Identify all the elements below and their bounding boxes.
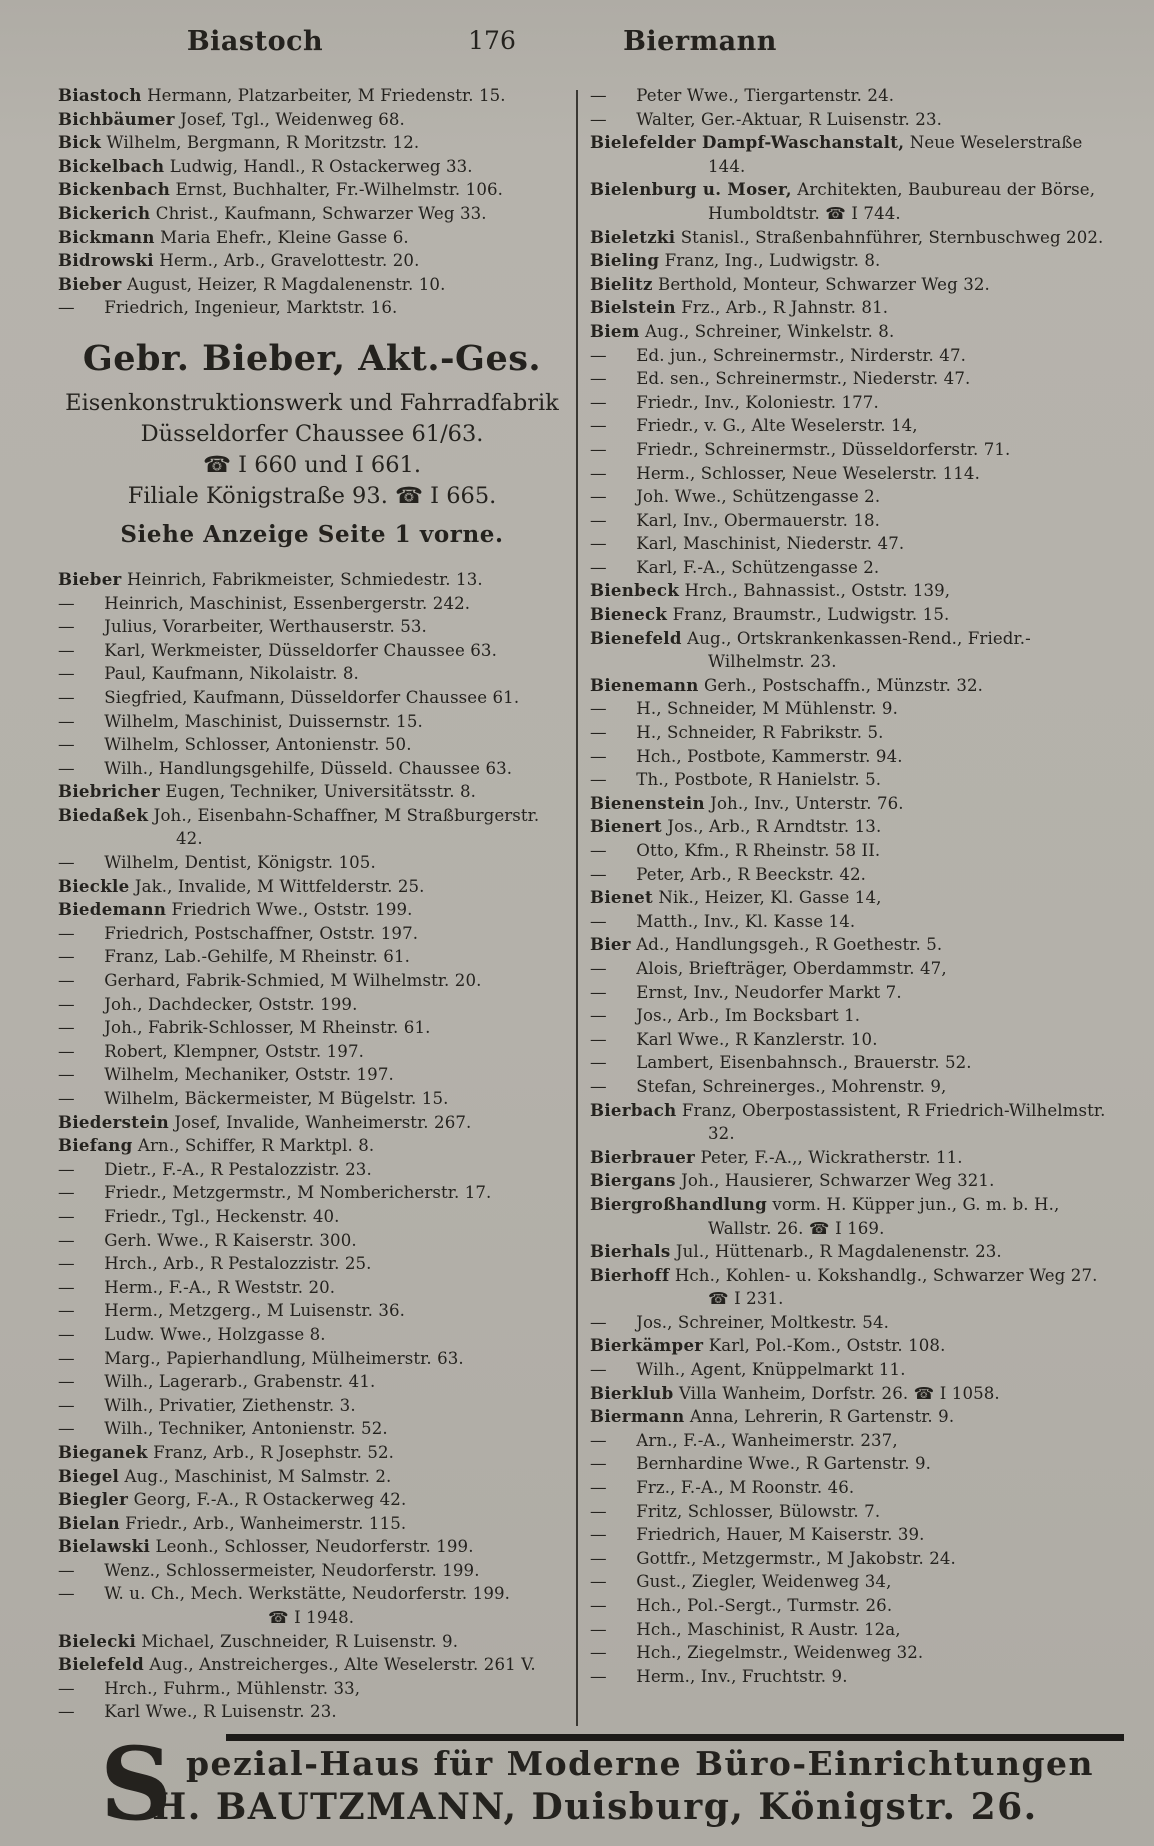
directory-entry: — Dietr., F.-A., R Pestalozzistr. 23. [58,1159,372,1179]
directory-entry: — Friedr., v. G., Alte Weselerstr. 14, [590,416,918,436]
ditto-dash: — [590,557,607,577]
directory-entry: — Friedrich, Hauer, M Kaiserstr. 39. [590,1525,925,1545]
directory-entry: — Julius, Vorarbeiter, Werthauserstr. 53. [58,617,427,637]
entries [590,84,1108,1688]
surname: Bieganek [58,1441,148,1462]
directory-entry: Bichbäumer Josef, Tgl., Weidenweg 68. [58,108,405,129]
directory-entry: Biergans Joh., Hausierer, Schwarzer Weg 321. [590,1170,995,1191]
directory-entry: Bierklub Villa Wanheim, Dorfstr. 26. ☎ I 1058. [590,1382,1000,1403]
surname: Bieckle [58,875,130,896]
directory-entry: Bier Ad., Handlungsgeh., R Goethestr. 5. [590,934,943,955]
directory-entry: — Siegfried, Kaufmann, Düsseldorfer Chaussee 61. [58,687,520,707]
directory-entry: — Stefan, Schreinerges., Mohrenstr. 9, [590,1076,947,1096]
directory-entry: — Robert, Klempner, Oststr. 197. [58,1041,364,1061]
left-column [58,84,566,1730]
ditto-dash: — [58,711,75,731]
ditto-dash: — [590,864,607,884]
ditto-dash: — [590,958,607,978]
surname: Biergroßhandlung [590,1193,767,1214]
directory-entry: Bienert Jos., Arb., R Arndtstr. 13. [590,816,882,837]
ditto-dash: — [58,1089,75,1108]
directory-entry: — Franz, Lab.-Gehilfe, M Rheinstr. 61. [58,947,410,967]
directory-entry: — Herm., Metzgerg., M Luisenstr. 36. [58,1301,406,1321]
surname: Bierbach [590,1099,677,1120]
directory-entry: Bienet Nik., Heizer, Kl. Gasse 14, [590,887,882,908]
ditto-dash: — [590,534,607,554]
surname: Bickerich [58,202,151,223]
directory-entry: — Friedrich, Ingenieur, Marktstr. 16. [58,298,398,318]
directory-entry: — Joh., Fabrik-Schlosser, M Rheinstr. 61. [58,1018,431,1038]
directory-entry: — Wenz., Schlossermeister, Neudorferstr. 199. [58,1560,480,1580]
directory-entry: — Lambert, Eisenbahnsch., Brauerstr. 52. [590,1053,972,1073]
surname: Bier [590,934,631,955]
directory-entry: Bielenburg u. Moser, Architekten, Baubureau der Börse, Humboldtstr. ☎ I 744. [590,179,1096,223]
surname: Biergans [590,1170,676,1191]
directory-entry: — Hch., Postbote, Kammerstr. 94. [590,746,903,766]
surname: Bierhoff [590,1264,670,1285]
surname: Bierbrauer [590,1146,696,1167]
ditto-dash: — [58,1230,75,1250]
ditto-dash: — [58,1018,75,1038]
directory-entry: Biedaßek Joh., Eisenbahn-Schaffner, M Straßburgerstr. 42. [58,804,540,849]
directory-entry: — Th., Postbote, R Hanielstr. 5. [590,770,882,790]
ditto-dash: — [58,735,75,755]
directory-entry: Biastoch Hermann, Platzarbeiter, M Friedenstr. 15. [58,85,506,105]
directory-entry: Bierbach Franz, Oberpostassistent, R Friedrich-Wilhelmstr. 32. [590,1099,1106,1144]
directory-entry: — Wilhelm, Mechaniker, Oststr. 197. [58,1065,394,1085]
ditto-dash: — [58,1678,75,1698]
ditto-dash: — [58,923,75,943]
gebr-bieber-advertisement [58,338,566,552]
ditto-dash: — [590,1596,607,1615]
surname: Bienenstein [590,792,705,813]
ditto-dash: — [590,1076,607,1096]
directory-entry: Biermann Anna, Lehrerin, R Gartenstr. 9. [590,1406,955,1427]
surname: Bienefeld [590,627,682,648]
directory-entry: — W. u. Ch., Mech. Werkstätte, Neudorferstr. 199. ☎ I 1948. [58,1582,566,1629]
directory-entry: Bielecki Michael, Zuschneider, R Luisenstr. 9. [58,1630,459,1651]
ditto-dash: — [58,664,75,684]
directory-entry: — Hrch., Arb., R Pestalozzistr. 25. [58,1254,372,1274]
directory-entry: — Ed. jun., Schreinermstr., Nirderstr. 47. [590,345,966,365]
directory-entry: — Gottfr., Metzgermstr., M Jakobstr. 24. [590,1548,956,1568]
directory-entry: Biebricher Eugen, Techniker, Universitätsstr. 8. [58,781,477,802]
directory-entry: — Friedr., Schreinermstr., Düsseldorferstr. 71. [590,439,1011,459]
surname: Biedaßek [58,804,149,825]
directory-entry: — Karl, Inv., Obermauerstr. 18. [590,510,881,530]
ad-title: Gebr. Bieber, Akt.-Ges. [82,337,542,379]
directory-entry: Biegler Georg, F.-A., R Ostackerweg 42. [58,1489,407,1510]
directory-entry: Biederstein Josef, Invalide, Wanheimerstr. 267. [58,1111,472,1132]
surname: Biem [590,320,640,341]
ditto-dash: — [58,1183,75,1203]
surname: Bickenbach [58,179,171,200]
directory-entry: Bierkämper Karl, Pol.-Kom., Oststr. 108. [590,1335,946,1356]
ditto-dash: — [590,1454,607,1474]
surname: Bick [58,132,102,153]
ditto-dash: — [590,1029,607,1049]
surname: Bielefeld [58,1654,145,1675]
directory-entry: — Karl, F.-A., Schützengasse 2. [590,557,880,577]
directory-entry: — Gerh. Wwe., R Kaiserstr. 300. [58,1230,357,1250]
directory-entry: — Peter, Arb., R Beeckstr. 42. [590,864,867,884]
directory-entry: — Wilh., Techniker, Antonienstr. 52. [58,1419,388,1439]
directory-entry: — Joh. Wwe., Schützengasse 2. [590,487,881,507]
surname: Biastoch [58,85,142,105]
directory-entry: — Marg., Papierhandlung, Mülheimerstr. 63. [58,1348,464,1368]
directory-entry: Bienenstein Joh., Inv., Unterstr. 76. [590,792,904,813]
surname: Biebricher [58,781,161,802]
directory-entry: — Arn., F.-A., Wanheimerstr. 237, [590,1430,898,1450]
ditto-dash: — [590,699,607,719]
directory-entry: — Karl, Maschinist, Niederstr. 47. [590,534,905,554]
directory-entry: — Friedrich, Postschaffner, Oststr. 197. [58,923,419,943]
footer-top-rule [226,1734,1124,1741]
ditto-dash: — [58,1065,75,1085]
ditto-dash: — [58,1301,75,1321]
ditto-dash: — [590,416,607,436]
surname: Bienet [590,887,653,908]
ditto-dash: — [590,510,607,530]
surname: Bienert [590,816,663,837]
directory-entry: — Karl Wwe., R Luisenstr. 23. [58,1702,337,1722]
ditto-dash: — [58,1159,75,1179]
surname: Bielefelder Dampf-Waschanstalt, [590,132,905,153]
surname: Bichbäumer [58,108,175,129]
directory-entry: — Hch., Pol.-Sergt., Turmstr. 26. [590,1596,893,1615]
ditto-dash: — [590,1572,607,1592]
directory-entry: — Ludw. Wwe., Holzgasse 8. [58,1324,326,1344]
surname: Biegler [58,1489,129,1510]
ditto-dash: — [58,1584,75,1604]
directory-entry: — Friedr., Inv., Koloniestr. 177. [590,392,879,412]
directory-entry: — Wilhelm, Dentist, Königstr. 105. [58,853,376,873]
surname: Bieneck [590,604,668,625]
directory-entry: Bienefeld Aug., Ortskrankenkassen-Rend., Friedr.-Wilhelmstr. 23. [590,627,1031,672]
directory-entry: Bieletzki Stanisl., Straßenbahnführer, Sternbuschweg 202. [590,226,1104,247]
ditto-dash: — [590,1643,607,1663]
ditto-dash: — [590,723,607,743]
ditto-dash: — [590,770,607,790]
two-column-body [58,84,1108,1730]
ditto-dash: — [590,487,607,507]
directory-entry: Bickenbach Ernst, Buchhalter, Fr.-Wilhelmstr. 106. [58,179,504,200]
directory-entry: — Wilhelm, Schlosser, Antonienstr. 50. [58,735,412,755]
ditto-dash: — [58,298,75,318]
footer-ad-line1: pezial-Haus für Moderne Büro-Einrichtungen [185,1744,1095,1783]
surname: Biedemann [58,899,167,920]
directory-entry: Biedemann Friedrich Wwe., Oststr. 199. [58,899,413,920]
surname: Bickelbach [58,155,165,176]
directory-entry: Bielefeld Aug., Anstreicherges., Alte Weselerstr. 261 V. [58,1654,536,1675]
directory-entry: — Jos., Schreiner, Moltkestr. 54. [590,1312,889,1332]
directory-entry: Bierhoff Hch., Kohlen- u. Kokshandlg., Schwarzer Weg 27. ☎ I 231. [590,1264,1098,1309]
ditto-dash: — [58,1560,75,1580]
ad-note: Siehe Anzeige Seite 1 vorne. [120,520,504,548]
ditto-dash: — [590,1312,607,1332]
entries-before-ad [58,84,566,320]
directory-entry: Bickerich Christ., Kaufmann, Schwarzer Weg 33. [58,202,487,223]
surname: Bienemann [590,674,699,695]
directory-entry: — Karl, Werkmeister, Düsseldorfer Chaussee 63. [58,640,497,660]
header-first-entry: Biastoch [186,26,324,57]
surname: Biefang [58,1135,133,1156]
ditto-dash: — [590,1360,607,1380]
directory-entry: — Wilh., Handlungsgehilfe, Düsseld. Chaussee 63. [58,758,513,778]
header-last-entry: Biermann [623,26,777,57]
ditto-dash: — [58,1348,75,1368]
surname: Bierhals [590,1241,671,1262]
surname: Bieletzki [590,226,676,247]
surname: Bickmann [58,226,155,247]
directory-entry: — Hrch., Fuhrm., Mühlenstr. 33, [58,1678,361,1698]
ditto-dash: — [590,463,607,483]
directory-entry: Biefang Arn., Schiffer, R Marktpl. 8. [58,1135,375,1156]
directory-entry: — Walter, Ger.-Aktuar, R Luisenstr. 23. [590,109,942,129]
directory-entry: Bielawski Leonh., Schlosser, Neudorferstr. 199. [58,1536,474,1557]
ditto-dash: — [58,1277,75,1297]
footer-dropcap: S [100,1725,173,1843]
directory-entry: — Friedr., Tgl., Heckenstr. 40. [58,1206,340,1226]
ditto-dash: — [590,439,607,459]
directory-entry: Biegel Aug., Maschinist, M Salmstr. 2. [58,1465,392,1486]
ditto-dash: — [590,345,607,365]
directory-entry: — Bernhardine Wwe., R Gartenstr. 9. [590,1454,932,1474]
surname: Bieber [58,568,122,589]
ditto-dash: — [590,911,607,931]
directory-entry: — Matth., Inv., Kl. Kasse 14. [590,911,856,931]
ditto-dash: — [58,687,75,707]
ditto-dash: — [590,392,607,412]
directory-entry: Bielstein Frz., Arb., R Jahnstr. 81. [590,297,889,318]
directory-entry: — Peter Wwe., Tiergartenstr. 24. [590,86,895,105]
ditto-dash: — [58,1702,75,1722]
directory-entry: Bickmann Maria Ehefr., Kleine Gasse 6. [58,226,409,247]
ditto-dash: — [590,1478,607,1498]
ditto-dash: — [590,1548,607,1568]
directory-entry: Biergroßhandlung vorm. H. Küpper jun., G. m. b. H., Wallstr. 26. ☎ I 169. [590,1193,1060,1238]
surname: Bielawski [58,1536,151,1557]
directory-entry: Bidrowski Herm., Arb., Gravelottestr. 20. [58,250,420,271]
directory-entry: — Hch., Maschinist, R Austr. 12a, [590,1619,901,1639]
directory-entry: Bienbeck Hrch., Bahnassist., Oststr. 139, [590,580,951,601]
surname: Bieber [58,273,122,294]
surname: Bielecki [58,1630,137,1651]
ditto-dash: — [58,1041,75,1061]
directory-entry: Bieganek Franz, Arb., R Josephstr. 52. [58,1441,395,1462]
ditto-dash: — [58,1206,75,1226]
directory-entry: Bickelbach Ludwig, Handl., R Ostackerweg 33. [58,155,473,176]
ad-phone-line: ☎ I 660 und I 661. [203,451,421,478]
directory-entry: — H., Schneider, R Fabrikstr. 5. [590,723,884,743]
ditto-dash: — [590,86,607,105]
directory-entry: — H., Schneider, M Mühlenstr. 9. [590,699,898,719]
directory-entry: — Gust., Ziegler, Weidenweg 34, [590,1572,892,1592]
surname: Bielitz [590,273,653,294]
directory-entry: — Paul, Kaufmann, Nikolaistr. 8. [58,664,359,684]
surname: Bieling [590,250,660,271]
directory-entry: — Gerhard, Fabrik-Schmied, M Wilhelmstr. 20. [58,971,482,991]
ditto-dash: — [590,982,607,1002]
ad-lines [58,388,566,512]
directory-entry: Bieber August, Heizer, R Magdalenenstr. 10. [58,273,446,294]
directory-entry: — Ed. sen., Schreinermstr., Niederstr. 47. [590,369,971,389]
running-head [0,26,1154,66]
surname: Biederstein [58,1111,170,1132]
directory-entry: Bieling Franz, Ing., Ludwigstr. 8. [590,250,881,271]
surname: Bierklub [590,1382,674,1403]
directory-entry: — Otto, Kfm., R Rheinstr. 58 II. [590,841,881,860]
directory-entry: Bielan Friedr., Arb., Wanheimerstr. 115. [58,1512,407,1533]
ditto-dash: — [590,1666,607,1686]
surname: Bielstein [590,297,676,318]
ad-phone-line: Filiale Königstraße 93. ☎ I 665. [127,482,497,509]
directory-entry: — Frz., F.-A., M Roonstr. 46. [590,1478,855,1498]
right-column [590,84,1108,1730]
directory-entry: — Jos., Arb., Im Bocksbart 1. [590,1006,861,1026]
ditto-dash: — [590,1501,607,1521]
directory-entry: — Wilh., Privatier, Ziethenstr. 3. [58,1395,356,1415]
ditto-dash: — [590,369,607,389]
directory-entry: Bick Wilhelm, Bergmann, R Moritzstr. 12. [58,132,420,153]
ditto-dash: — [58,1395,75,1415]
directory-entry: — Hch., Ziegelmstr., Weidenweg 32. [590,1643,924,1663]
ditto-dash: — [58,947,75,967]
ditto-dash: — [590,1619,607,1639]
ditto-dash: — [590,1006,607,1026]
surname: Bielan [58,1512,120,1533]
directory-entry: — Friedr., Metzgermstr., M Nombericherstr. 17. [58,1183,492,1203]
ditto-dash: — [58,758,75,778]
ditto-dash: — [58,617,75,637]
surname: Biermann [590,1406,685,1427]
ditto-dash: — [58,1419,75,1439]
directory-entry: — Herm., Schlosser, Neue Weselerstr. 114. [590,463,980,483]
ditto-dash: — [590,109,607,129]
directory-entry: — Karl Wwe., R Kanzlerstr. 10. [590,1029,878,1049]
directory-entry: — Herm., Inv., Fruchtstr. 9. [590,1666,848,1686]
ditto-dash: — [58,640,75,660]
directory-entry: — Wilh., Agent, Knüppelmarkt 11. [590,1360,906,1380]
column-divider-rule [576,90,578,1726]
surname: Bierkämper [590,1335,704,1356]
entries-after-ad [58,568,566,1724]
phone-line: ☎ I 1948. [268,1608,355,1628]
directory-entry: Bieckle Jak., Invalide, M Wittfelderstr. 25. [58,875,425,896]
ditto-dash: — [590,1053,607,1073]
directory-entry: — Wilhelm, Bäckermeister, M Bügelstr. 15. [58,1089,449,1108]
directory-entry: Bielitz Berthold, Monteur, Schwarzer Weg 32. [590,273,990,294]
ditto-dash: — [58,1324,75,1344]
ditto-dash: — [590,1525,607,1545]
ditto-dash: — [590,1430,607,1450]
directory-entry: — Alois, Briefträger, Oberdammstr. 47, [590,958,947,978]
directory-entry: Bierbrauer Peter, F.-A.,, Wickratherstr. 11. [590,1146,963,1167]
surname: Bienbeck [590,580,680,601]
ditto-dash: — [58,593,75,613]
directory-entry: — Wilhelm, Maschinist, Duissernstr. 15. [58,711,423,731]
surname: Bidrowski [58,250,154,271]
directory-entry: Bieber Heinrich, Fabrikmeister, Schmiedestr. 13. [58,568,483,589]
directory-entry: Biem Aug., Schreiner, Winkelstr. 8. [590,320,895,341]
ditto-dash: — [590,746,607,766]
directory-entry: — Fritz, Schlosser, Bülowstr. 7. [590,1501,881,1521]
ditto-dash: — [58,994,75,1014]
ditto-dash: — [58,1372,75,1392]
directory-entry: Bienemann Gerh., Postschaffn., Münzstr. 32. [590,674,984,695]
ditto-dash: — [58,853,75,873]
ad-text-line: Düsseldorfer Chaussee 61/63. [140,420,484,447]
directory-entry: Bierhals Jul., Hüttenarb., R Magdalenenstr. 23. [590,1241,1002,1262]
ad-text-line: Eisenkonstruktionswerk und Fahrradfabrik [65,389,559,416]
footer-ad-line2: H. BAUTZMANN, Duisburg, Königstr. 26. [152,1786,1038,1828]
directory-entry: — Ernst, Inv., Neudorfer Markt 7. [590,982,902,1002]
surname: Biegel [58,1465,120,1486]
directory-entry: Bieneck Franz, Braumstr., Ludwigstr. 15. [590,604,950,625]
directory-entry: — Joh., Dachdecker, Oststr. 199. [58,994,358,1014]
ditto-dash: — [58,1254,75,1274]
page-number: 176 [468,26,516,55]
directory-entry: — Herm., F.-A., R Weststr. 20. [58,1277,336,1297]
surname: Bielenburg u. Moser, [590,179,792,200]
directory-entry: — Wilh., Lagerarb., Grabenstr. 41. [58,1372,376,1392]
ditto-dash: — [58,971,75,991]
directory-entry: — Heinrich, Maschinist, Essenbergerstr. 242. [58,593,471,613]
directory-entry: Bielefelder Dampf-Waschanstalt, Neue Weselerstraße 144. [590,132,1083,176]
ditto-dash: — [590,841,607,860]
